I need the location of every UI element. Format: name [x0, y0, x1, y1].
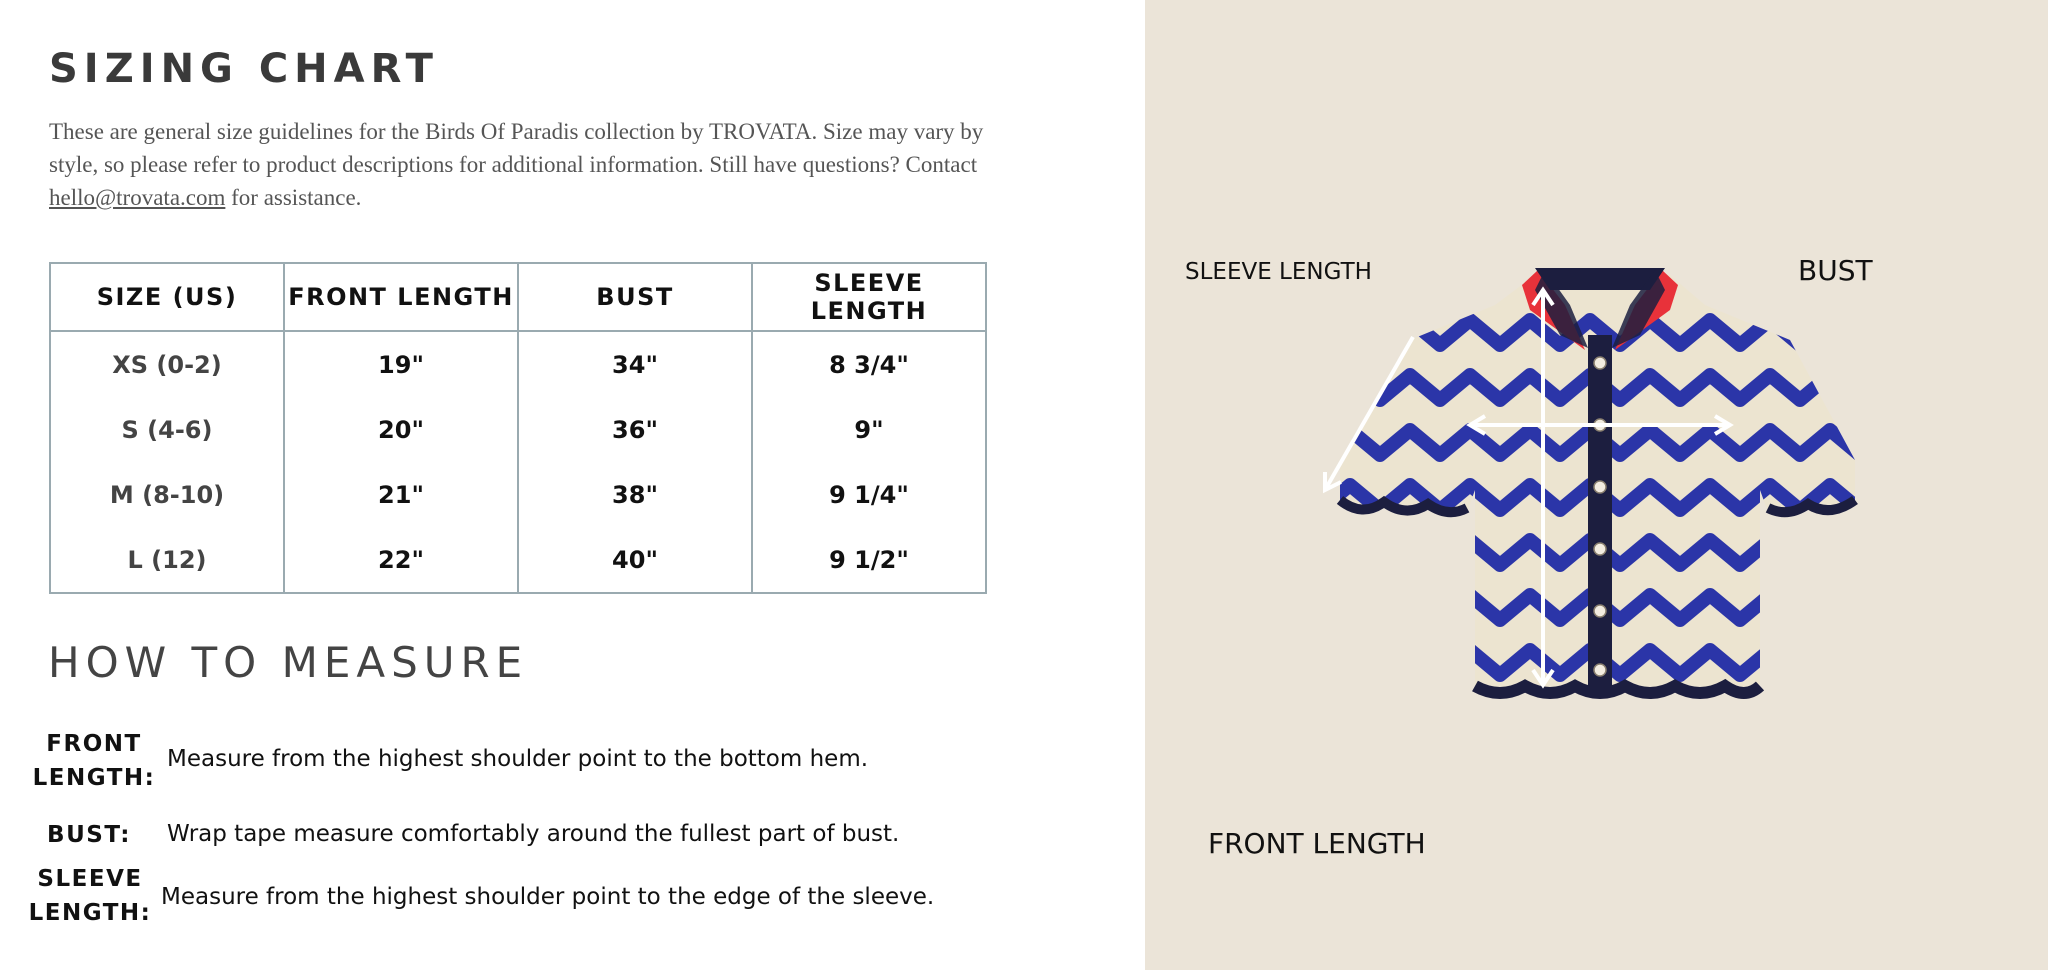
intro-text: These are general size guidelines for the Birds Of Paradis collection by TROVATA. Size may vary by style, so please refer to product descriptions for additional information. Still have questions? Contact	[49, 119, 984, 177]
shirt-illustration	[1290, 250, 1870, 720]
cell-bust: 38"	[518, 462, 752, 527]
cell-front-length: 22"	[284, 527, 518, 593]
intro-text-end: for assistance.	[231, 185, 362, 210]
page-title: SIZING CHART	[49, 46, 439, 92]
cell-bust: 36"	[518, 397, 752, 462]
table-header-row	[50, 263, 986, 331]
table-row	[50, 397, 986, 462]
header-sleeve-length: SLEEVE LENGTH	[752, 263, 986, 331]
contact-email-link[interactable]: hello@trovata.com	[49, 185, 226, 210]
measure-label-line: LENGTH:	[32, 765, 156, 791]
table-row	[50, 527, 986, 593]
measure-label-bust	[30, 818, 148, 852]
measure-label-front-length	[30, 727, 158, 795]
cell-size: L (12)	[50, 527, 284, 593]
cell-sleeve-length: 8 3/4"	[752, 331, 986, 397]
measure-text-bust: Wrap tape measure comfortably around the fullest part of bust.	[167, 821, 900, 847]
cell-sleeve-length: 9 1/4"	[752, 462, 986, 527]
measure-label-line: FRONT	[46, 731, 142, 757]
how-to-measure-heading: HOW TO MEASURE	[48, 638, 529, 687]
intro-paragraph	[49, 115, 984, 214]
cell-bust: 40"	[518, 527, 752, 593]
measure-label-line: SLEEVE	[37, 866, 143, 892]
measure-text-sleeve-length: Measure from the highest shoulder point to the edge of the sleeve.	[161, 884, 935, 910]
measure-label-line: BUST:	[47, 822, 131, 848]
label-bust: BUST	[1798, 254, 1873, 287]
size-table	[49, 262, 987, 594]
cell-size: XS (0-2)	[50, 331, 284, 397]
header-size: SIZE (US)	[50, 263, 284, 331]
cell-bust: 34"	[518, 331, 752, 397]
table-row	[50, 462, 986, 527]
measure-label-sleeve-length	[22, 862, 158, 930]
header-front-length: FRONT LENGTH	[284, 263, 518, 331]
header-bust: BUST	[518, 263, 752, 331]
measure-label-line: LENGTH:	[28, 900, 152, 926]
cell-front-length: 20"	[284, 397, 518, 462]
cell-sleeve-length: 9"	[752, 397, 986, 462]
label-front-length: FRONT LENGTH	[1208, 827, 1426, 860]
measure-text-front-length: Measure from the highest shoulder point to the bottom hem.	[167, 746, 869, 772]
cell-front-length: 19"	[284, 331, 518, 397]
button-placket	[1588, 335, 1612, 690]
table-row	[50, 331, 986, 397]
label-sleeve-length: SLEEVE LENGTH	[1185, 259, 1372, 285]
cell-front-length: 21"	[284, 462, 518, 527]
cell-size: S (4-6)	[50, 397, 284, 462]
cell-sleeve-length: 9 1/2"	[752, 527, 986, 593]
cell-size: M (8-10)	[50, 462, 284, 527]
